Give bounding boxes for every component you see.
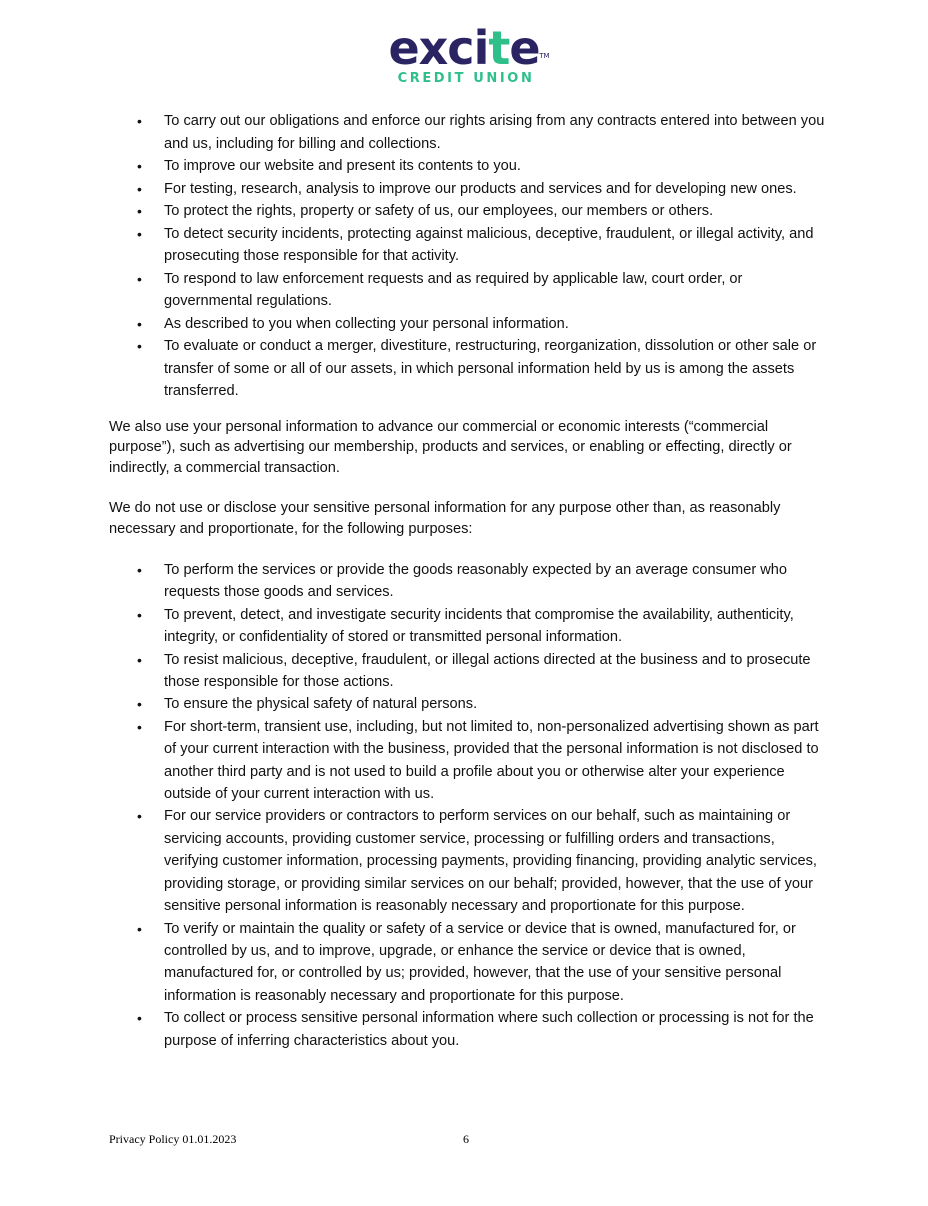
sensitive-info-paragraph: We do not use or disclose your sensitive personal information for any purpose other than, as reasonably necessary and proportionate, for the following purposes:	[109, 500, 781, 537]
list-item-text: To protect the rights, property or safety of us, our employees, our members or others.	[164, 203, 714, 219]
list-item	[109, 716, 829, 806]
list-item	[109, 559, 829, 604]
logo-subtitle: CREDIT UNION	[397, 71, 535, 86]
list-item	[109, 313, 829, 336]
logo-word-part: e	[509, 21, 540, 75]
list-item	[109, 335, 829, 403]
trademark-symbol: TM	[539, 52, 550, 60]
page-number: 6	[463, 1132, 469, 1146]
bullet-icon: •	[137, 696, 142, 713]
document-body	[109, 110, 829, 1052]
bullet-icon: •	[137, 315, 142, 332]
list-item-text: To ensure the physical safety of natural persons.	[164, 696, 478, 713]
list-item-text: To evaluate or conduct a merger, divestiture, restructuring, reorganization, dissolution or other sale or transfer of some or all of our assets, in which personal information held by us is among the assets transferred.	[164, 338, 817, 399]
bullet-icon: •	[137, 338, 142, 354]
list-item-text: To prevent, detect, and investigate security incidents that compromise the availability, authenticity, integrity, or confidentiality of stored or transmitted personal information.	[164, 606, 794, 646]
spacer	[109, 539, 829, 559]
list-item	[109, 805, 829, 917]
logo-word-part: exci	[388, 21, 489, 75]
list-item-text: To carry out our obligations and enforce our rights arising from any contracts entered into between you and us, including for billing and collections.	[164, 113, 825, 152]
list-item-text: To resist malicious, deceptive, fraudulent, or illegal actions directed at the business and to prosecute those responsible for those actions.	[164, 651, 811, 691]
list-item-text: To perform the services or provide the goods reasonably expected by an average consumer who requests those goods and services.	[164, 562, 788, 601]
bullet-icon: •	[137, 158, 142, 174]
list-item-text: To respond to law enforcement requests and as required by applicable law, court order, or governmental regulations.	[164, 270, 743, 309]
bullet-icon: •	[137, 920, 142, 937]
list-item	[109, 223, 829, 268]
list-item	[109, 604, 829, 649]
list-item	[109, 693, 829, 715]
list-item	[109, 649, 829, 694]
list-item	[109, 155, 829, 178]
list-item-text: To improve our website and present its contents to you.	[164, 158, 521, 174]
logo-wordmark	[388, 21, 550, 75]
commercial-purpose-paragraph: We also use your personal information to advance our commercial or economic interests (“commercial purpose”), such as advertising our membership, products and services, or enabling or effecting, directly or indirectly, a commercial transaction.	[109, 418, 792, 476]
purposes-list	[109, 110, 829, 403]
list-item-text: For testing, research, analysis to improve our products and services and for developing new ones.	[164, 180, 797, 197]
list-item	[109, 200, 829, 223]
bullet-icon: •	[137, 113, 142, 129]
bullet-icon: •	[137, 808, 142, 825]
list-item-text: For short-term, transient use, including, but not limited to, non-personalized advertising shown as part of your current interaction with the business, provided that the personal information is not disclosed to another third party and is not used to build a profile about you or otherwise alter your experience outside of your current interaction with us.	[164, 718, 819, 803]
logo-accent-letter: t	[488, 21, 510, 75]
list-item	[109, 110, 829, 155]
bullet-icon: •	[137, 225, 142, 242]
bullet-icon: •	[137, 203, 142, 219]
bullet-icon: •	[137, 606, 142, 623]
bullet-icon: •	[137, 651, 142, 668]
list-item	[109, 1007, 829, 1052]
bullet-icon: •	[137, 718, 142, 735]
list-item-text: To detect security incidents, protecting against malicious, deceptive, fraudulent, or illegal activity, and prosecuting those responsible for that activity.	[164, 225, 814, 264]
bullet-icon: •	[137, 270, 142, 287]
spacer	[109, 403, 829, 417]
list-item-text: For our service providers or contractors to perform services on our behalf, such as maintaining or servicing accounts, providing customer service, processing or fulfilling orders and transactions, verifying customer information, processing payments, providing financing, providing analytic services, providing storage, or providing similar services on our behalf; provided, however, that the use of your sensitive personal information is reasonably necessary and proportionate for this purpose.	[164, 808, 817, 915]
list-item-text: To verify or maintain the quality or safety of a service or device that is owned, manufactured for, or controlled by us, and to improve, upgrade, or enhance the service or device that is owned, manufactured for, or controlled by us; provided, however, that the use of your sensitive personal information is reasonably necessary and proportionate for this purpose.	[164, 920, 796, 1004]
excite-credit-union-logo	[0, 21, 928, 87]
list-item-text: To collect or process sensitive personal information where such collection or processing is not for the purpose of inferring characteristics about you.	[164, 1010, 814, 1049]
bullet-icon: •	[137, 1010, 142, 1027]
spacer	[109, 478, 829, 498]
footer-document-label: Privacy Policy 01.01.2023	[109, 1132, 237, 1146]
list-item	[109, 268, 829, 313]
bullet-icon: •	[137, 180, 142, 197]
list-item	[109, 918, 829, 1008]
list-item	[109, 178, 829, 201]
bullet-icon: •	[137, 562, 142, 578]
sensitive-purposes-list	[109, 559, 829, 1052]
list-item-text: As described to you when collecting your personal information.	[164, 315, 569, 332]
